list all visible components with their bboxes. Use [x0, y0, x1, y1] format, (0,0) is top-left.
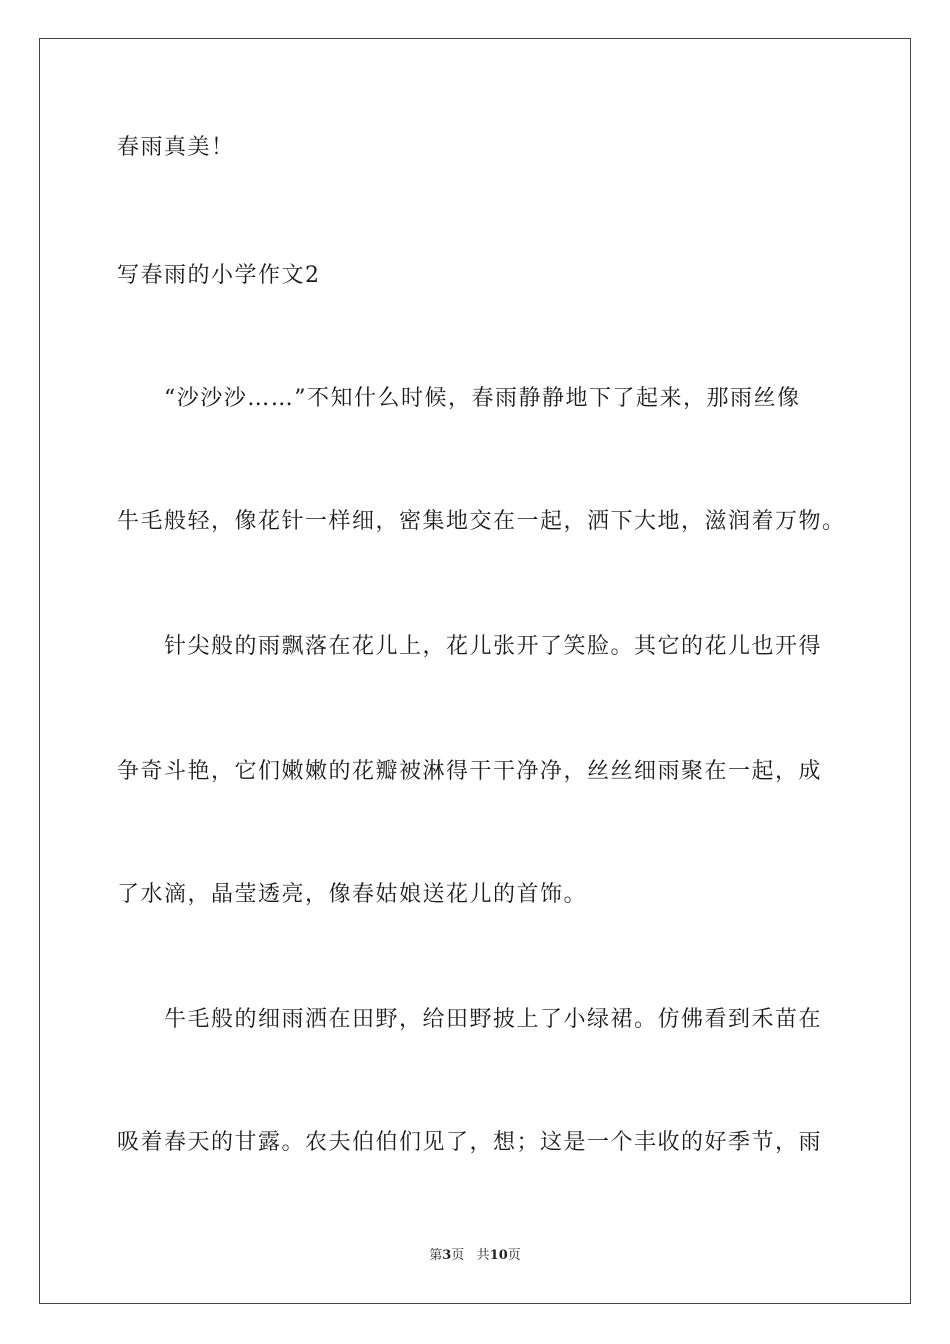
paragraph-1-line-2: 牛毛般轻，像花针一样细，密集地交在一起，洒下大地，滋润着万物。 [117, 509, 846, 534]
text-line-closing: 春雨真美！ [117, 135, 235, 160]
total-suffix: 页 [507, 1248, 521, 1263]
paragraph-2-line-1: 针尖般的雨飘落在花儿上，花儿张开了笑脸。其它的花儿也开得 [117, 634, 823, 659]
paragraph-3-line-1: 牛毛般的细雨洒在田野，给田野披上了小绿裙。仿佛看到禾苗在 [117, 1007, 823, 1032]
page-border [39, 38, 911, 1304]
total-prefix: 共 [476, 1248, 490, 1263]
page-suffix: 页 [451, 1248, 465, 1263]
essay-title: 写春雨的小学作文2 [117, 263, 321, 288]
paragraph-2-line-3: 了水滴，晶莹透亮，像春姑娘送花儿的首饰。 [117, 882, 588, 907]
page-footer [0, 1246, 950, 1266]
paragraph-1-line-1: “沙沙沙……”不知什么时候，春雨静静地下了起来，那雨丝像 [117, 386, 801, 411]
paragraph-3-line-2: 吸着春天的甘露。农夫伯伯们见了，想；这是一个丰收的好季节，雨 [117, 1130, 823, 1155]
page-number: 3 [442, 1248, 452, 1263]
page-prefix: 第 [429, 1248, 443, 1263]
paragraph-2-line-2: 争奇斗艳，它们嫩嫩的花瓣被淋得干干净净，丝丝细雨聚在一起，成 [117, 759, 823, 784]
total-pages: 10 [489, 1248, 508, 1263]
